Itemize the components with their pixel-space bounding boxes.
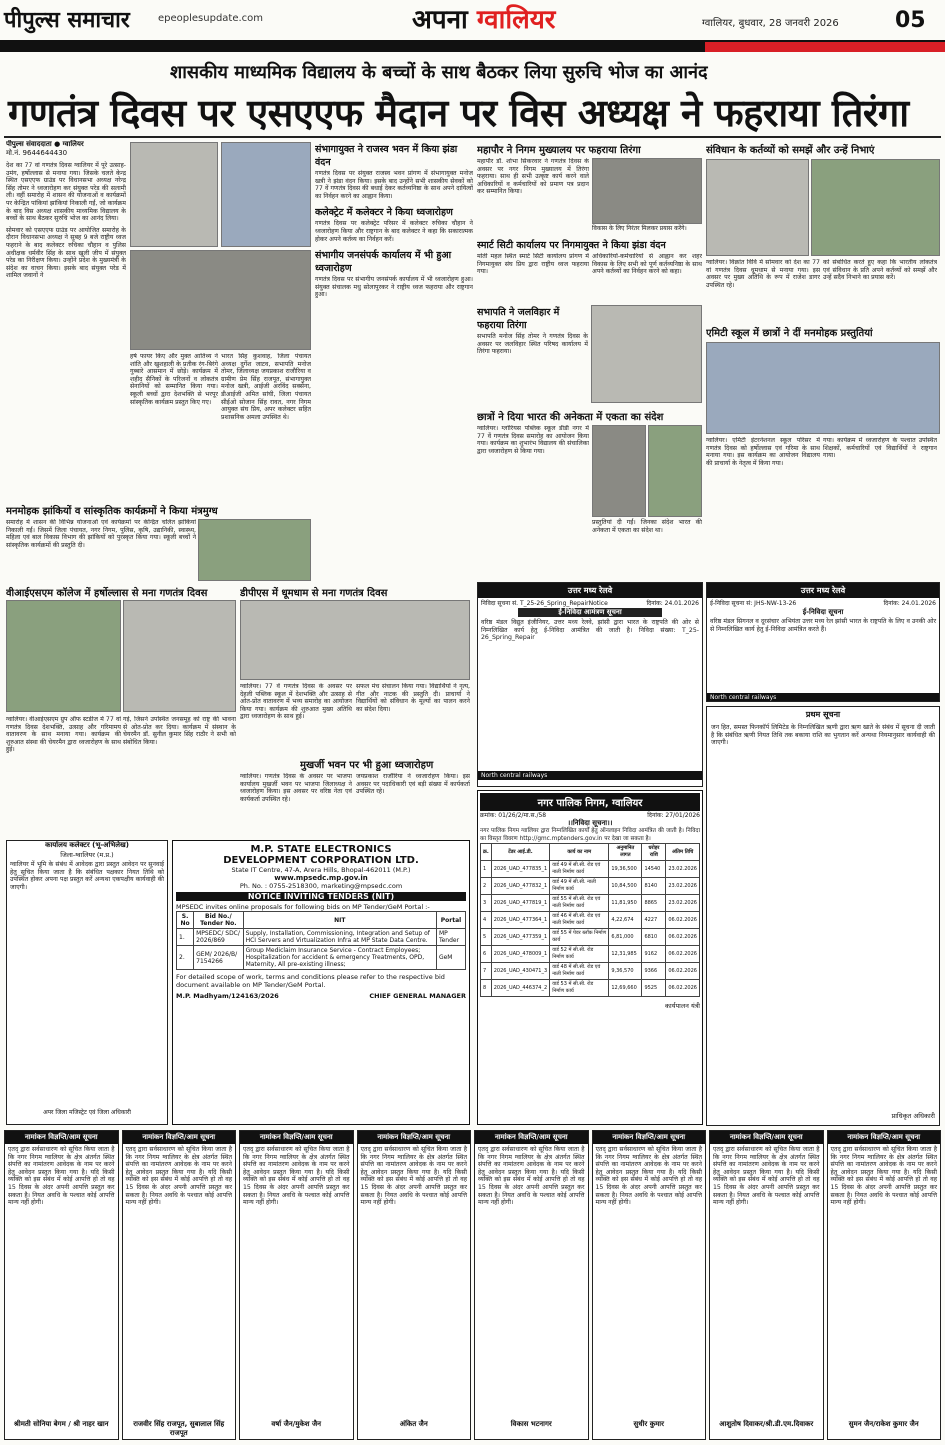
table-row [177, 929, 466, 946]
mukherjee-headline: मुखर्जी भवन पर भी हुआ ध्वजारोहण [300, 760, 434, 771]
railway-2-body: वरिष्ठ मंडल सिगनल व दूरसंचार अभियंता उत्तर मध्य रेल झांसी भारत के राष्ट्रपति के लिए व उनकी ओर से निम्नलिखित कार्य हेतु ई-निविदा आमंत्रित करते हैं। [710, 618, 936, 633]
name-notice-body: एतद् द्वारा सर्वसाधारण को सूचित किया जाता है कि नगर निगम ग्वालियर के क्षेत्र अंतर्गत स्थित संपत्ति का नामांतरण आवेदक के नाम पर करने हेतु आवेदन प्रस्तुत किया गया है। यदि किसी व्यक्ति को इस संबंध में कोई आपत्ति हो तो वह 15 दिवस के अंदर अपनी आपत्ति प्रस्तुत कर सकता है। नियत अवधि के पश्चात कोई आपत्ति मान्य नहीं होगी। [595, 1146, 702, 1207]
railway-1-title: उत्तर मध्य रेलवे [478, 583, 702, 598]
table-cell: 06.02.2026 [666, 963, 700, 980]
table-row [481, 963, 700, 980]
college-body: ग्वालियर। वीआईएसएम ग्रुप ऑफ स्टडीज में 77 वां गणतंत्र दिवस देशभक्ति, उत्साह और गरिमामय वातावरण के साथ मनाया गया। कार्यक्रम की शुरुआत संस्था की चेयरमैन द्वारा ध्वजारोहण के साथ हुई। [6, 716, 121, 754]
col5-headline-1: संविधान के कर्तव्यों को समझें और उन्हें निभाएं [706, 145, 875, 156]
mukherjee-body-2: जयप्रकाश राजौरिया ने ध्वजारोहण किया। इस अवसर पर पदाधिकारी एवं बड़ी संख्या में कार्यकर्ता उपस्थित रहे। [356, 773, 470, 796]
mpsedc-name-2: DEVELOPMENT CORPORATION LTD. [223, 855, 419, 866]
table-cell: 06.02.2026 [666, 912, 700, 929]
table-header: अंतिम तिथि [666, 844, 700, 861]
name-notice [827, 1130, 942, 1440]
nagar-nigam-title: नगर पालिक निगम, ग्वालियर [480, 793, 700, 811]
nagar-nigam-sign: कार्यपालन यंत्री [665, 1002, 700, 1011]
collector-notice-sign: अपर जिला मजिस्ट्रेट एवं जिला अधिकारी [43, 1109, 131, 1116]
mpsedc-ref: M.P. Madhyam/124163/2026 [176, 992, 279, 1000]
collector-notice-title: कार्यालय कलेक्टर (भू-अभिलेख) [45, 841, 129, 849]
name-notice-header: नामांकन विज्ञप्ति/आम सूचना [5, 1131, 118, 1144]
table-cell: 8865 [642, 895, 666, 912]
table-cell: 19,36,500 [609, 861, 642, 878]
table-cell: 4,22,674 [609, 912, 642, 929]
masthead [0, 0, 945, 43]
lead-headline: गणतंत्र दिवस पर एसएएफ मैदान पर विस अध्यक्ष ने फहराया तिरंगा [8, 91, 909, 135]
collector-notice-body: ग्वालियर में भूमि के संबंध में आवेदक द्वारा प्रस्तुत आवेदन पर सुनवाई हेतु सूचित किया जाता है कि संबंधित पक्षकार नियत तिथि को उपस्थित होकर अपना पक्ष प्रस्तुत करें अन्यथा एकपक्षीय कार्यवाही की जाएगी। [10, 861, 164, 891]
table-cell: 6,81,000 [609, 929, 642, 946]
newspaper-logo: पीपुल्स समाचार [4, 8, 130, 33]
name-notice-body: एतद् द्वारा सर्वसाधारण को सूचित किया जाता है कि नगर निगम ग्वालियर के क्षेत्र अंतर्गत स्थित संपत्ति का नामांतरण आवेदक के नाम पर करने हेतु आवेदन प्रस्तुत किया गया है। यदि किसी व्यक्ति को इस संबंध में कोई आपत्ति हो तो वह 15 दिवस के अंदर अपनी आपत्ति प्रस्तुत कर सकता है। नियत अवधि के पश्चात कोई आपत्ति मान्य नहीं होगी। [713, 1146, 820, 1207]
col3-body-2: गणतंत्र दिवस पर कलेक्ट्रेट परिसर में कलेक्टर रुचिका चौहान ने ध्वजारोहण किया और राष्ट्रगान के बाद कलेक्टर ने कहा कि सकारात्मक होकर अपने कर्तव्य का निर्वहन करें। [315, 220, 473, 243]
name-notice-body: एतद् द्वारा सर्वसाधारण को सूचित किया जाता है कि नगर निगम ग्वालियर के क्षेत्र अंतर्गत स्थित संपत्ति का नामांतरण आवेदक के नाम पर करने हेतु आवेदन प्रस्तुत किया गया है। यदि किसी व्यक्ति को इस संबंध में कोई आपत्ति हो तो वह 15 दिवस के अंदर अपनी आपत्ति प्रस्तुत कर सकता है। नियत अवधि के पश्चात कोई आपत्ति मान्य नहीं होगी। [360, 1146, 467, 1207]
table-cell: Group Mediclaim Insurance Service - Contract Employees; Hospitalization for accident & emergency Treatments, OPD, Maternity, All pre-existing illness; [243, 946, 436, 970]
name-notice-body: एतद् द्वारा सर्वसाधारण को सूचित किया जाता है कि नगर निगम ग्वालियर के क्षेत्र अंतर्गत स्थित संपत्ति का नामांतरण आवेदक के नाम पर करने हेतु आवेदन प्रस्तुत किया गया है। यदि किसी व्यक्ति को इस संबंध में कोई आपत्ति हो तो वह 15 दिवस के अंदर अपनी आपत्ति प्रस्तुत कर सकता है। नियत अवधि के पश्चात कोई आपत्ति मान्य नहीं होगी। [125, 1146, 232, 1207]
nagar-nigam-tender [477, 790, 703, 1125]
name-notice-header: नामांकन विज्ञप्ति/आम सूचना [123, 1131, 236, 1144]
table-cell: 8 [481, 980, 492, 997]
photo-caption-1: हर्ष फायर किए और मुक्त आतिथ्य ने शांति और खुशहाली के प्रतीक रंग-बिरंगे गुब्बारे आसमान में छोड़े। कार्यक्रम में शहीद सैनिकों के परिजनों व लोकतंत्र सेनानियों को सम्मानित किया गया। स्कूली बच्चों द्वारा देशभक्ति से भरपूर सांस्कृतिक कार्यक्रम प्रस्तुत किए गए। [130, 353, 218, 406]
col3-headline-1: संभागायुक्त ने राजस्व भवन में किया झंडा वंदन [315, 144, 458, 168]
table-row [481, 878, 700, 895]
table-cell: 1. [177, 929, 194, 946]
table-cell: वार्ड 46 में सी.सी. रोड एवं नाली निर्माण कार्य [550, 912, 609, 929]
column-5 [706, 142, 940, 580]
lead-story [6, 140, 126, 500]
table-cell: 9,36,570 [609, 963, 642, 980]
table-header: टेंडर आई.डी. [491, 844, 549, 861]
amity-photo [706, 342, 940, 434]
name-notice-body: एतद् द्वारा सर्वसाधारण को सूचित किया जाता है कि नगर निगम ग्वालियर के क्षेत्र अंतर्गत स्थित संपत्ति का नामांतरण आवेदक के नाम पर करने हेतु आवेदन प्रस्तुत किया गया है। यदि किसी व्यक्ति को इस संबंध में कोई आपत्ति हो तो वह 15 दिवस के अंदर अपनी आपत्ति प्रस्तुत कर सकता है। नियत अवधि के पश्चात कोई आपत्ति मान्य नहीं होगी। [8, 1146, 115, 1207]
finance-notice [706, 706, 940, 1126]
table-cell: वार्ड 55 में सी.सी. रोड एवं नाली निर्माण कार्य [550, 895, 609, 912]
nagar-nigam-notice: ।।निविदा सूचना।। [567, 819, 613, 827]
name-notice-header: नामांकन विज्ञप्ति/आम सूचना [240, 1131, 353, 1144]
name-notice-header: नामांकन विज्ञप्ति/आम सूचना [593, 1131, 706, 1144]
table-cell: 2026_UAD_478009_1 [491, 946, 549, 963]
table-cell: 23.02.2026 [666, 878, 700, 895]
mpsedc-name-1: M.P. STATE ELECTRONICS [250, 844, 392, 855]
table-cell: 23.02.2026 [666, 861, 700, 878]
name-notice-body: एतद् द्वारा सर्वसाधारण को सूचित किया जाता है कि नगर निगम ग्वालियर के क्षेत्र अंतर्गत स्थित संपत्ति का नामांतरण आवेदक के नाम पर करने हेतु आवेदन प्रस्तुत किया गया है। यदि किसी व्यक्ति को इस संबंध में कोई आपत्ति हो तो वह 15 दिवस के अंदर अपनी आपत्ति प्रस्तुत कर सकता है। नियत अवधि के पश्चात कोई आपत्ति मान्य नहीं होगी। [243, 1146, 350, 1207]
col3-headline-2: कलेक्ट्रेट में कलेक्टर ने किया ध्वजारोहण [315, 207, 453, 219]
mukherjee-body: ग्वालियर। गणतंत्र दिवस के अवसर पर भाजपा कार्यालय मुखर्जी भवन पर भाजपा जिलाध्यक्ष ने ध्वजारोहण किया। इस अवसर पर वरिष्ठ नेता एवं कार्यकर्ता उपस्थित रहे। [240, 773, 352, 803]
table-cell: 10,84,500 [609, 878, 642, 895]
table-cell: वार्ड 53 में सी.सी. रोड निर्माण कार्य [550, 980, 609, 997]
table-cell: वार्ड 49 में सी.सी. नाली निर्माण कार्य [550, 878, 609, 895]
table-cell: 12,69,660 [609, 980, 642, 997]
col4-headline-2: स्मार्ट सिटी कार्यालय पर निगमायुक्त ने किया झंडा वंदन [477, 240, 666, 251]
table-row [481, 980, 700, 997]
flag-hoisting-photo [130, 142, 218, 247]
mpsedc-tender-table [176, 911, 466, 970]
table-cell: वार्ड 48 में सी.सी. रोड एवं नाली निर्माण कार्य [550, 963, 609, 980]
dps-students-photo [240, 600, 470, 680]
table-cell: 2026_UAD_430471_3 [491, 963, 549, 980]
table-cell: 14540 [642, 861, 666, 878]
name-notice-header: नामांकन विज्ञप्ति/आम सूचना [475, 1131, 588, 1144]
mpsedc-phone: Ph. No. : 0755-2518300, marketing@mpsedc.com [239, 882, 403, 890]
table-cell: 12,31,985 [609, 946, 642, 963]
railway-notice-1 [477, 582, 703, 787]
col5-headline-2: एमिटी स्कूल में छात्रों ने दीं मनमोहक प्रस्तुतियां [706, 328, 873, 339]
table-cell: GeM [436, 946, 465, 970]
college-body-2: गई, जिसने उपस्थित जनसमूह को राष्ट्र की भावना से ओत-प्रोत कर दिया। कार्यक्रम में संस्थान के चेयरमैन डॉ. सुनील कुमार सिंह राठौर ने सभी को संबोधित किया। [123, 716, 236, 746]
nagar-nigam-table [480, 843, 700, 997]
railway-2-ref: ई-निविदा सूचना सं: JHS-NW-13-26 [710, 600, 797, 607]
table-cell: 5 [481, 929, 492, 946]
table-cell: 06.02.2026 [666, 929, 700, 946]
column-4 [477, 142, 702, 580]
table-cell: वार्ड 55 में पेवर ब्लॉक निर्माण कार्य [550, 929, 609, 946]
col4-body-4: ग्वालियर। ग्लोरियस पब्लिक स्कूल डीडी नगर में 77 वें गणतंत्र दिवस समारोह का आयोजन किया गया। कार्यक्रम का शुभारंभ विद्यालय की संचालिका द्वारा ध्वजारोहण से किया गया। [477, 425, 589, 455]
col4-headline-4: छात्रों ने दिया भारत की अनेकता में एकता का संदेश [477, 412, 664, 423]
tableaux-headline: मनमोहक झांकियों व सांस्कृतिक कार्यक्रमों ने किया मंत्रमुग्ध [6, 506, 218, 517]
dateline: ग्वालियर, बुधवार, 28 जनवरी 2026 [702, 18, 839, 29]
col4-body-4b: प्रस्तुतियां दी गईं। जिनका संदेश भारत की अनेकता में एकता का संदेश था। [592, 519, 702, 534]
jalvihar-photo [591, 305, 702, 403]
col3-body-1: गणतंत्र दिवस पर संयुक्त राजस्व भवन प्रांगण में संभागायुक्त मनोज खत्री ने झंडा वंदन किया। इसके बाद उन्होंने सभी शासकीय सेवकों को 77 वें गणतंत्र दिवस की बधाई देकर कर्तव्यनिष्ठा के साथ अपने दायित्वों का निर्वहन करने का आह्वान किया। [315, 170, 473, 200]
tableaux-body: समारोह में शासन की विभिन्न योजनाओं एवं कार्यक्रमों पर केन्द्रित चलित झांकियां निकाली गईं। जिसमें जिला पंचायत, नगर निगम, पुलिस, कृषि, उद्यानिकी, स्वास्थ्य, महिला एवं बाल विकास विभाग की झांकियों को पुरस्कृत किया गया। स्कूली बच्चों ने सांस्कृतिक कार्यक्रमों की प्रस्तुति दी। [6, 519, 196, 549]
name-notice-applicant: राजवीर सिंह राजपूत, सुबालाल सिंह राजपूत [133, 1420, 225, 1437]
table-header: NIT [243, 912, 436, 929]
mobile-number: मो.नं. 9644644430 [6, 149, 68, 157]
col5-body-1b: को संबोधित करते हुए कहा कि भारतीय लोकतंत्र एवं संविधान के प्रति अपने कर्तव्यों को समझें और उन्हें सदैव निभाने का प्रयास करें। [823, 259, 937, 282]
table-cell: 6 [481, 946, 492, 963]
table-cell: 4 [481, 912, 492, 929]
col4-body-2b: अधिकारियों-कर्मचारियों से आह्वान कर शहर विकास के लिए सभी को पूर्ण कर्तव्यनिष्ठा के साथ अपने कर्तव्यों का निर्वहन करने को कहा। [592, 253, 702, 276]
finance-notice-body: जन हित, समस्त फिनकॉर्प लिमिटेड के निम्नलिखित ऋणी द्वारा ऋण खाते के संबंध में सूचना दी जाती है कि संबंधित ऋणी नियत तिथि तक बकाया राशि का भुगतान करें अन्यथा नियमानुसार कार्यवाही की जाएगी। [711, 724, 935, 747]
college-photo-2 [123, 600, 236, 712]
table-cell: 2026_UAD_477364_1 [491, 912, 549, 929]
name-notice [474, 1130, 589, 1440]
name-notice [357, 1130, 472, 1440]
table-cell: वार्ड 52 में सी.सी. रोड निर्माण कार्य [550, 946, 609, 963]
name-notice [239, 1130, 354, 1440]
mpsedc-address: State IT Centre, 47-A, Arera Hills, Bhopal-462011 (M.P.) [231, 866, 411, 874]
table-cell: 23.02.2026 [666, 895, 700, 912]
nagar-nigam-date: दिनांक: 27/01/2026 [647, 812, 700, 819]
table-cell: 8140 [642, 878, 666, 895]
col4-headline-3: सभापति ने जलविहार में फहराया तिरंगा [477, 307, 560, 331]
name-notice [4, 1130, 119, 1440]
table-cell: 2026_UAD_477819_1 [491, 895, 549, 912]
table-cell: 2026_UAD_477359_1 [491, 929, 549, 946]
mpsedc-intro: MPSEDC invites online proposals for following bids on MP Tender/GeM Portal :- [176, 903, 430, 911]
lead-kicker: शासकीय माध्यमिक विद्यालय के बच्चों के साथ बैठकर लिया सुरुचि भोज का आनंद [170, 62, 708, 83]
name-notice-applicant: आशुतोष दिवाकर/श्री.डी.एम.दिवाकर [719, 1420, 814, 1428]
finance-notice-sign: प्राधिकृत अधिकारी [891, 1112, 935, 1120]
table-header: S. No [177, 912, 194, 929]
railway-1-notice: ई-निविदा आमंत्रण सूचना [518, 608, 662, 617]
table-cell: 4227 [642, 912, 666, 929]
parade-inspection-photo [221, 142, 311, 247]
table-header: Bid No./ Tender No. [194, 912, 243, 929]
name-notice-applicant: अंकित जैन [399, 1420, 428, 1428]
mayor-photo [592, 158, 702, 224]
photo-caption-2: भारत सिंह कुशवाह, जिला पंचायत अध्यक्ष दुर्गेश जाटव, सभापति मनोज तोमर, जिलाध्यक्ष जयप्रकाश राजौरिया व ग्रामीण प्रेम सिंह राजपूत, संभागायुक्त मनोज खत्री, आईजी अरविंद सक्सेना, डीआईजी अमित सांघी, जिला पंचायत सीईओ सोजान सिंह रावत, नगर निगम आयुक्त संघ प्रिय, अपर कलेक्टर सहित प्रशासनिक अमला उपस्थित थे। [221, 353, 311, 421]
name-notice-header: नामांकन विज्ञप्ति/आम सूचना [710, 1131, 823, 1144]
section-title: अपना ग्वालियर [412, 5, 556, 35]
col5-body-1: ग्वालियर। विक्रांत विवि में सोमवार को देश का 77 वां गणतंत्र दिवस धूमधाम से मनाया गया। इस अवसर पर मुख्य अतिथि के रूप में राजेश डागर उपस्थित रहे। [706, 259, 820, 289]
name-notice-applicant: सुमन जैन/राकेश कुमार जैन [848, 1420, 919, 1428]
site-url: epeoplesupdate.com [158, 13, 264, 24]
col5-body-2: ग्वालियर। एमिटी इंटरनेशनल स्कूल परिसर में गणतंत्र दिवस को हर्षोल्लास एवं गरिमा के साथ मनाया गया। इस कार्यक्रम का आयोजन विद्यालय की प्राचार्या के नेतृत्व में किया गया। [706, 437, 820, 467]
table-cell: 6810 [642, 929, 666, 946]
table-cell: MP Tender [436, 929, 465, 946]
table-cell: 11,81,950 [609, 895, 642, 912]
table-cell: Supply, Installation, Commissioning, Integration and Setup of HCI Servers and Virtualization Infra at MP State Data Centre. [243, 929, 436, 946]
name-notice [122, 1130, 237, 1440]
speaker-photo [130, 250, 311, 350]
table-header: Portal [436, 912, 465, 929]
college-photo-1 [6, 600, 121, 712]
col4-body-3: सभापति मनोज सिंह तोमर ने गणतंत्र दिवस के अवसर पर जलविहार स्थित परिषद कार्यालय में तिरंगा फहराया। [477, 333, 588, 356]
col3-headline-3: संभागीय जनसंपर्क कार्यालय में भी हुआ ध्वजारोहण [315, 250, 452, 275]
school-photo-1 [592, 425, 646, 517]
table-cell: 2026_UAD_446374_2 [491, 980, 549, 997]
col4-body-1: महापौर डॉ. शोभा सिकरवार ने गणतंत्र दिवस के अवसर पर नगर निगम मुख्यालय में तिरंगा फहराया। साथ ही सभी उत्कृष्ट कार्य करने वाले अधिकारियों व कर्मचारियों को प्रमाण पत्र प्रदान कर सम्मानित किया। [477, 158, 589, 196]
mpsedc-notice-title: NOTICE INVITING TENDERS (NIT) [176, 892, 466, 901]
mpsedc-website: www.mpsedc.mp.gov.in [274, 874, 368, 882]
table-cell: 06.02.2026 [666, 946, 700, 963]
mpsedc-footer: For detailed scope of work, terms and conditions please refer to the respective bid document available on MP Tender/GeM Portal. [176, 973, 445, 989]
railway-2-footer: North central railways [707, 693, 939, 702]
railway-1-footer: North central railways [478, 771, 702, 780]
table-cell: 9366 [642, 963, 666, 980]
mayor-photo-caption: विकास के लिए निरंतर मिलकर प्रयास करेंगे। [592, 225, 687, 232]
collector-notice-sub: जिला-ग्वालियर (म.प्र.) [60, 851, 114, 859]
table-cell: MPSEDC/ SDC/ 2026/869 [194, 929, 243, 946]
column-3 [315, 142, 473, 582]
dps-headline: डीपीएस में धूमधाम से मना गणतंत्र दिवस [240, 588, 388, 599]
table-row [481, 895, 700, 912]
name-notice-header: नामांकन विज्ञप्ति/आम सूचना [828, 1131, 941, 1144]
finance-notice-title: प्रथम सूचना [805, 710, 841, 719]
collector-notice [6, 840, 168, 1125]
table-header: धरोहर राशि [642, 844, 666, 861]
col4-headline-1: महापौर ने निगम मुख्यालय पर फहराया तिरंगा [477, 145, 641, 156]
table-cell: 2026_UAD_477832_1 [491, 878, 549, 895]
nagar-nigam-body: नगर पालिक निगम ग्वालियर द्वारा निम्नलिखित कार्यों हेतु ऑनलाइन निविदा आमंत्रित की जाती है। निविदा का विस्तृत विवरण http://gmc.mptenders.gov.in पर देखा जा सकता है। [480, 828, 700, 842]
tableau-photo [198, 519, 311, 581]
railway-2-title: उत्तर मध्य रेलवे [707, 583, 939, 598]
mpsedc-tender-ad [172, 840, 470, 1125]
school-photo-2 [648, 425, 702, 517]
table-cell: 9525 [642, 980, 666, 997]
table-cell: 06.02.2026 [666, 980, 700, 997]
dps-body-2: सफल मंच संचालन किया गया। विद्यार्थियों ने नृत्य, गीत और नाटक की प्रस्तुति दी। प्राचार्या ने विद्यार्थियों को संविधान के मूल्यों का पालन करने का संदेश दिया। [356, 683, 470, 713]
railway-2-date: दिनांक: 24.01.2026 [883, 600, 936, 607]
table-cell: 2 [481, 878, 492, 895]
name-notice-header: नामांकन विज्ञप्ति/आम सूचना [358, 1131, 471, 1144]
nagar-nigam-ref: क्रमांक: 01/26/2/मा.स./58 [480, 812, 547, 819]
vikrant-photo-2 [811, 159, 940, 256]
name-notice-applicant: विकास भटनागर [510, 1420, 552, 1428]
table-cell: 1 [481, 861, 492, 878]
name-change-notices [4, 1130, 941, 1442]
railway-1-date: दिनांक: 24.01.2026 [646, 600, 699, 607]
table-cell: वार्ड 49 में सी.सी. रोड एवं नाली निर्माण कार्य [550, 861, 609, 878]
table-cell: 9162 [642, 946, 666, 963]
name-notice-body: एतद् द्वारा सर्वसाधारण को सूचित किया जाता है कि नगर निगम ग्वालियर के क्षेत्र अंतर्गत स्थित संपत्ति का नामांतरण आवेदक के नाम पर करने हेतु आवेदन प्रस्तुत किया गया है। यदि किसी व्यक्ति को इस संबंध में कोई आपत्ति हो तो वह 15 दिवस के अंदर अपनी आपत्ति प्रस्तुत कर सकता है। नियत अवधि के पश्चात कोई आपत्ति मान्य नहीं होगी। [478, 1146, 585, 1207]
lead-body-2: सोमवार को एसएएफ ग्राउंड पर आयोजित समारोह के दौरान विधानसभा अध्यक्ष ने सुबह 9 बजे राष्ट्रीय ध्वज फहराने के बाद कलेक्टर रुचिका चौहान व पुलिस अधीक्षक धर्मवीर सिंह के साथ खुली जीप में संयुक्त परेड का निरीक्षण किया। उन्होंने प्रदेश के मुख्यमंत्री के संदेश का वाचन किया। इसके बाद संयुक्त परेड में शामिल जवानों ने [6, 226, 126, 280]
name-notice-applicant: वर्षा जैन/मुकेश जैन [271, 1420, 322, 1428]
table-row [481, 946, 700, 963]
mpsedc-sign: CHIEF GENERAL MANAGER [369, 992, 466, 1000]
vikrant-photo-1 [706, 159, 809, 256]
name-notice [709, 1130, 824, 1440]
name-notice-applicant: श्रीमती सोनिया बेगम / श्री नाहर खान [13, 1420, 109, 1428]
table-header: क्र. [481, 844, 492, 861]
table-row [481, 929, 700, 946]
dps-body: ग्वालियर। 77 वें गणतंत्र दिवस के अवसर पर देहली पब्लिक स्कूल में देशभक्ति और उत्साह से ओत-प्रोत वातावरण में भव्य समारोह का आयोजन किया गया। कार्यक्रम की शुरुआत मुख्य अतिथि द्वारा ध्वजारोहण के साथ हुई। [240, 683, 352, 721]
col4-body-2: मोती महल स्थित स्मार्ट सिटी कार्यालय प्रांगण में निगमायुक्त संघ प्रिय द्वारा राष्ट्रीय ध्वज फहराया गया। [477, 253, 589, 276]
table-row [177, 946, 466, 970]
name-notice-body: एतद् द्वारा सर्वसाधारण को सूचित किया जाता है कि नगर निगम ग्वालियर के क्षेत्र अंतर्गत स्थित संपत्ति का नामांतरण आवेदक के नाम पर करने हेतु आवेदन प्रस्तुत किया गया है। यदि किसी व्यक्ति को इस संबंध में कोई आपत्ति हो तो वह 15 दिवस के अंदर अपनी आपत्ति प्रस्तुत कर सकता है। नियत अवधि के पश्चात कोई आपत्ति मान्य नहीं होगी। [830, 1146, 937, 1207]
col3-body-3: गणतंत्र दिवस पर संभागीय जनसंपर्क कार्यालय में भी ध्वजारोहण हुआ। संयुक्त संचालक मधु सोलापुरकर ने राष्ट्रीय ध्वज फहराया और राष्ट्रगान हुआ। [315, 276, 473, 299]
table-cell: 2. [177, 946, 194, 970]
table-cell: 3 [481, 895, 492, 912]
railway-2-notice: ई-निविदा सूचना [802, 608, 844, 616]
name-notice-applicant: सुधीर कुमार [633, 1420, 664, 1428]
railway-1-body: वरिष्ठ मंडल विद्युत इंजीनियर, उत्तर मध्य रेलवे, झांसी द्वारा भारत के राष्ट्रपति की ओर से निम्नलिखित कार्य हेतु ई-निविदा आमंत्रित की जाती है। निविदा संख्या: T_25-26_Spring_Repair [481, 619, 699, 642]
table-cell: GEM/ 2026/B/ 7154266 [194, 946, 243, 970]
table-row [481, 861, 700, 878]
header-rule [0, 42, 945, 52]
railway-notice-2 [706, 582, 940, 702]
table-cell: 7 [481, 963, 492, 980]
col5-body-2b: गया। कार्यक्रम में ध्वजारोहण के पश्चात उपस्थित शिक्षकों, कर्मचारियों एवं विद्यार्थियों ने राष्ट्रगान गाया। [823, 437, 937, 460]
railway-1-ref: निविदा सूचना सं. T_25-26_Spring_RepairNotice [481, 600, 608, 607]
table-header: अनुमानित लागत [609, 844, 642, 861]
lead-body: देश का 77 वां गणतंत्र दिवस ग्वालियर में पूरे उत्साह-उमंग, हर्षोल्लास से मनाया गया। जिसके चलते केन्द्र स्थित एसएएफ ग्राउंड पर विधानसभा अध्यक्ष नरेन्द्र सिंह तोमर ने ध्वजारोहण कर संयुक्त परेड की सलामी ली। वहीं समारोह में शासन की योजनाओं व कार्यक्रमों पर केन्द्रित पांकियां झांकियां निकाली गईं, जो कार्यक्रम के बाद विस अध्यक्ष शासकीय माध्यमिक विद्यालय के बच्चों के साथ बैठकर सुरुचि भोज का आनंद लिया। [6, 162, 126, 223]
table-row [481, 912, 700, 929]
table-header: कार्य का नाम [550, 844, 609, 861]
college-headline: वीआईएसएम कॉलेज में हर्षोल्लास से मना गणतंत्र दिवस [6, 588, 208, 599]
name-notice [592, 1130, 707, 1440]
page-number: 05 [895, 8, 926, 33]
byline: पीपुल्स संवाददाता ● ग्वालियर [6, 140, 84, 148]
table-cell: 2026_UAD_477835_1 [491, 861, 549, 878]
